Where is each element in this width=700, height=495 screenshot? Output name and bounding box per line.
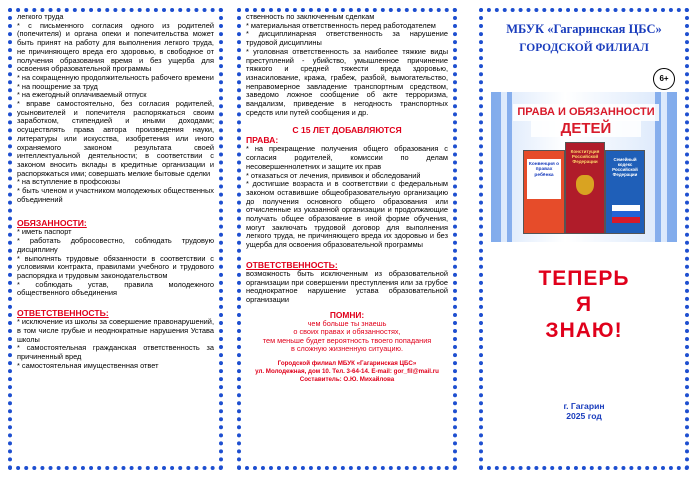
slogan-line: ЗНАЮ! [545, 319, 623, 342]
remember-heading: ПОМНИ: [329, 309, 365, 320]
responsibility-heading: ОТВЕТСТВЕННОСТЬ: [17, 308, 109, 319]
text-line: * уголовная ответственность за наиболее тяжкие виды преступлений - убийство, умышленное причинение тяжкого и средней тяжести вреда здоровью, изнасилование, кража, грабеж, разбой, вымогательство, неправомерное завладение транспортным средством, заведомо ложное сообщение об акте терроризма, вандализм, приведение в негодность транспортных средств или путей сообщения и др. [246, 46, 448, 117]
footer-line: ул. Молодежная, дом 10. Тел. 3-64-14. E-mail: gor_fil@mail.ru [255, 368, 439, 376]
remember-line: чем больше ты знаешь [307, 318, 387, 328]
city: г. Гагарин [563, 401, 605, 411]
cover-panel [479, 8, 689, 470]
duties-heading: ОБЯЗАННОСТИ: [17, 218, 87, 229]
text-line: * работать добросовестно, соблюдать трудовую дисциплину [17, 236, 214, 254]
slogan [479, 266, 689, 344]
text-line: легкого труда [17, 13, 64, 21]
blue-stripe [507, 92, 512, 242]
banner-subtitle: ДЕТЕЙ [531, 120, 641, 137]
constitution-book [565, 142, 605, 234]
text-line: * на ежегодный оплачиваемый отпуск [17, 90, 147, 100]
text-line: * выполнять трудовые обязанности в соответствии с условиями контракта, правилами учебного и трудового распорядка и трудовым законодательством [17, 253, 214, 280]
year: 2025 год [566, 411, 602, 421]
book-cover-text: Семейный кодекс Российской Федерации [612, 157, 638, 177]
text-line: * достигшие возраста и в соответствии с федеральным законом оставившие общеобразовательную организацию до получения основного общего образования или отчисленные из указанной организации и продолжающие получать общее образование в иной форме обучения, могут заключать трудовой договор для выполнения легкого труда, не причиняющего вреда их здоровью и без ущерба для освоения образовательной программы [246, 179, 448, 250]
text-line: * на поощрение за труд [17, 81, 98, 91]
footer-line: Городской филиал МБУК «Гагаринская ЦБС» [277, 360, 417, 368]
middle-panel [237, 8, 457, 470]
text-line: * материальная ответственность перед работодателем [246, 20, 436, 30]
remember-line: в сложную жизненную ситуацию. [290, 344, 404, 354]
text-line: * на прекращение получения общего образования с согласия родителей, комиссии по делам несовершеннолетних и защите их прав [246, 144, 448, 171]
slogan-line: Я [575, 293, 593, 316]
branch-name: ГОРОДСКОЙ ФИЛИАЛ [519, 42, 649, 54]
coat-of-arms-icon [576, 175, 594, 195]
family-code-book [605, 150, 645, 234]
text-line: * иметь паспорт [17, 227, 72, 237]
banner-title: ПРАВА И ОБЯЗАННОСТИ [513, 104, 659, 121]
text-line: * вправе самостоятельно, без согласия родителей, усыновителей и попечителя распоряжаться своим заработком, стипендией и иными доходами; осуществлять права автора произведения науки, литературы или искусства, изобретения или иного охраняемого законом результата своей интеллектуальной деятельности; в соответствии с законом вносить вклады в кредитные организации и распоряжаться ими; совершать мелкие бытовые сделки [17, 99, 214, 178]
text-line: ственность по заключенным сделкам [246, 13, 375, 21]
text-line: возможность быть исключенным из образовательной организации при совершении преступления или за грубое неоднократное нарушение устава образовательной организации [246, 268, 448, 304]
book-cover-text: Конвенция о правах ребёнка [527, 159, 561, 199]
text-line: * быть членом и участником молодежных общественных объединений [17, 186, 214, 204]
text-line: * самостоятельная гражданская ответственность за причиненный вред [17, 343, 214, 361]
text-line: * исключение из школы за совершение правонарушений, в том числе грубые и неоднократные нарушения Устава школы [17, 317, 214, 344]
text-line: * отказаться от лечения, прививок и обследований [246, 170, 421, 180]
middle-column-text [246, 13, 448, 464]
blue-stripe [491, 92, 501, 242]
convention-book [523, 150, 565, 234]
remember-line: тем меньше будет вероятность твоего попадания [262, 335, 432, 345]
text-line: * соблюдать устав, правила молодежного общественного объединения [17, 279, 214, 298]
rights-heading: ПРАВА: [246, 135, 279, 146]
remember-line: о своих правах и обязанностях, [293, 327, 401, 337]
slogan-line: ТЕПЕРЬ [538, 267, 630, 290]
left-panel [8, 8, 223, 470]
org-name: МБУК «Гагаринская ЦБС» [506, 22, 662, 36]
responsibility-heading: ОТВЕТСТВЕННОСТЬ: [246, 259, 338, 270]
age-rating-badge: 6+ [653, 68, 675, 90]
city-and-year [479, 401, 689, 421]
left-column-text [17, 13, 214, 464]
text-line: * на сокращенную продолжительность рабочего времени [17, 72, 214, 82]
russian-flag-icon [612, 205, 640, 223]
book-cover-text: Конституция Российской Федерации [570, 149, 600, 164]
age15-heading: С 15 ЛЕТ ДОБАВЛЯЮТСЯ [292, 125, 402, 136]
blue-stripe [667, 92, 677, 242]
text-line: * на вступление в профсоюзы [17, 177, 121, 187]
cover-illustration [491, 92, 677, 242]
text-line: * самостоятельная имущественная ответ [17, 360, 159, 370]
text-line: * с письменного согласия одного из родителей (попечителя) и органа опеки и попечительства может быть принят на работу для выполнения легкого труда, не причиняющего вреда его здоровью, в свободное от получения образования время и без ущерба для освоения образовательной программы [17, 20, 214, 74]
text-line: * дисциплинарная ответственность за нарушение трудовой дисциплины [246, 29, 448, 48]
footer-line: Составитель: О.Ю. Михайлова [299, 376, 395, 384]
